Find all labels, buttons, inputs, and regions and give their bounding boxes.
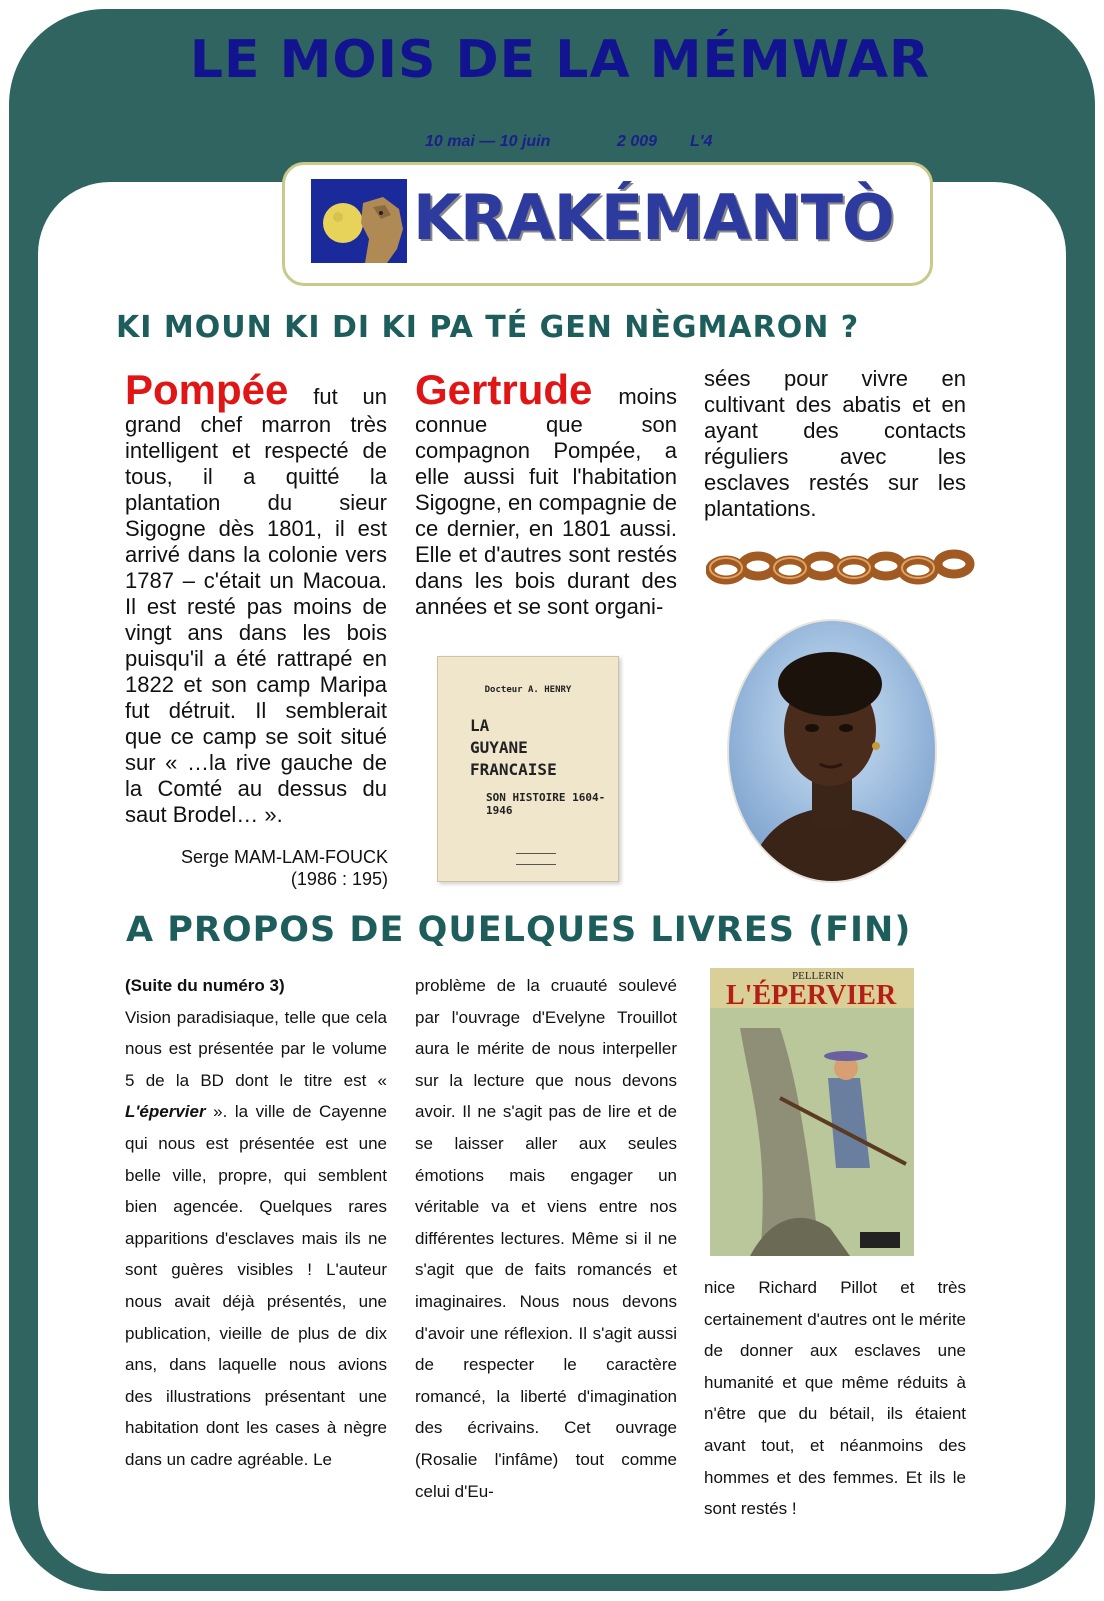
livres-col1-text-a: Vision paradisiaque, telle que cela nous est présentée par le volume 5 de la BD dont le titre est « — [125, 1007, 387, 1090]
citation — [126, 846, 388, 890]
livres-col1-text-b: ». la ville de Cayenne qui nous est présentée est une belle ville, propre, qui semblent bien agencée. Quelques rares apparitions d'esclaves mais ils ne sont guères visibles ! L'auteur nous avait déjà présentés, une publication, vieille de plus de dix ans, dans laquelle nous avions des illustrations présentant une habitation dont les cases à nègre dans un cadre agréable. Le — [125, 1102, 388, 1469]
book-author: Docteur A. HENRY — [484, 685, 572, 695]
bd-title-reference: L'épervier — [125, 1102, 206, 1122]
citation-reference: (1986 : 195) — [290, 869, 388, 889]
gertrude-column — [415, 368, 677, 620]
continued-note: (Suite du numéro 3) — [125, 976, 285, 995]
gertrude-text: moins connue que son compagnon Pompée, a elle aussi fuit l'habitation Sigogne, en compagnie de ce dernier, en 1801 aussi. Elle et d'autres sont restés dans les bois durant des années et se sont organi- — [415, 384, 677, 619]
section-heading-negmaron: KI MOUN KI DI KI PA TÉ GEN NÈGMARON ? — [116, 310, 860, 345]
maroon-continuation-text: sées pour vivre en cultivant des abatis et en ayant des contacts réguliers avec les esclaves restés sur les plantations. — [704, 366, 966, 521]
moon-cougar-logo-icon — [311, 179, 407, 263]
bd-title: L'ÉPERVIER — [726, 980, 897, 1011]
bd-cover-epervier — [710, 968, 914, 1256]
masthead-title: LE MOIS DE LA MÉMWAR — [189, 30, 931, 90]
book-subtitle: SON HISTOIRE 1604-1946 — [486, 791, 606, 817]
issue-number: L'4 — [690, 133, 713, 150]
pompee-text: fut un grand chef marron très intelligent et respecté de tous, il a quitté la plantation du sieur Sigogne dès 1801, il est arrivé dans la colonie vers 1787 – c'était un Macoua. Il est resté pas moins de vingt ans dans les bois puisqu'il a été rattrapé en 1822 et son camp Maripa fut détruit. Il semblerait que ce camp se soit situé sur « …la rive gauche de la Comté au dessus du saut Brodel… ». — [125, 384, 387, 827]
logo-banner — [282, 162, 933, 286]
section-heading-livres: A PROPOS DE QUELQUES LIVRES (FIN) — [126, 910, 912, 950]
book-publisher-mark — [516, 853, 556, 865]
pompee-name: Pompée — [125, 366, 289, 413]
portrait-image — [726, 618, 938, 884]
logo-wordmark: KRAKÉMANTÒ — [413, 181, 894, 254]
issue-dates: 10 mai — 10 juin — [425, 133, 551, 150]
broken-chain-icon — [706, 540, 978, 596]
pompee-column — [125, 368, 387, 828]
livres-column-3: nice Richard Pillot et très certainement d'autres ont le mérite de donner aux esclaves une humanité et que même réduits à n'être que du bétail, ils étaient avant tout, et néanmoins des hommes et des femmes. Et ils le sont restés ! — [704, 1278, 966, 1519]
issue-year: 2 009 — [617, 133, 658, 150]
book-title: LA GUYANE FRANCAISE — [470, 716, 557, 779]
livres-column-2: problème de la cruauté soulevé par l'ouvrage d'Evelyne Trouillot aura le mérite de nous interpeller sur la lecture que nous devons avoir. Il ne s'agit pas de lire et de se laisser aller aux seules émotions mais engager un véritable va et viens entre nos différentes lectures. Même si il ne s'agit que de faits romancés et imaginaires. Nous nous devons d'avoir une réflexion. Il s'agit aussi de respecter le caractère romancé, la liberté d'imagination des écrivains. Cet ouvrage (Rosalie l'infâme) tout comme celui d'Eu- — [415, 976, 677, 1501]
bd-publisher: PELLERIN — [792, 970, 844, 982]
citation-author: Serge MAM-LAM-FOUCK — [180, 847, 388, 867]
livres-column-1 — [125, 970, 387, 1476]
gertrude-name: Gertrude — [415, 366, 593, 413]
book-cover-guyane — [437, 656, 619, 882]
